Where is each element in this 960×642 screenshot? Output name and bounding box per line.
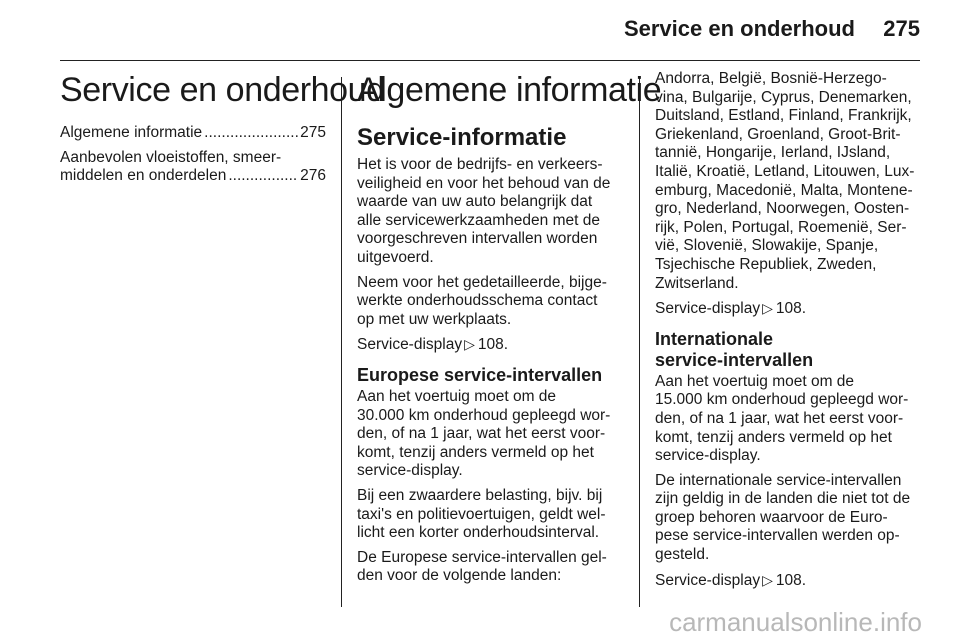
toc-leader-dots — [228, 167, 298, 186]
paragraph: Bij een zwaardere belasting, bijv. bij taxi's en politievoertuigen, geldt wel- licht een korter onderhoudsinterval. — [357, 486, 606, 542]
xref-page: 108. — [477, 336, 509, 354]
xref-label: Service-display — [655, 300, 761, 318]
section-title: Algemene informatie — [357, 71, 662, 109]
heading-line2: service-intervallen — [655, 349, 814, 370]
toc-entry-label-line1: Aanbevolen vloeistoffen, smeer- — [60, 148, 282, 166]
column-divider-1 — [341, 77, 342, 607]
xref-label: Service-display — [655, 571, 761, 589]
cross-reference[interactable] — [357, 335, 623, 355]
cross-reference[interactable] — [655, 299, 921, 319]
page-number: 275 — [883, 16, 920, 41]
header-rule — [60, 60, 920, 61]
toc-leader-dots — [204, 124, 298, 143]
country-list: Andorra, België, Bosnië-Herzego- vina, Bulgarije, Cyprus, Denemarken, Duitsland, Estland, Finland, Frankrijk, Griekenland, Groenland, Groot-Brit- tannië, Hongarije, Ierland, IJsland, Italië, Kroatië, Letland, Litouwen, Lux- emburg, Macedonië, Malta, Montene- gro, Nederland, Noorwegen, Oosten- rijk, Polen, Portugal, Roemenië, Ser- vië, Slovenië, Slowakije, Spanje, Tsjechische Republiek, Zweden, Zwitserland. — [655, 70, 915, 292]
heading-line1: Internationale — [655, 328, 774, 349]
subsection-title: Service-informatie — [357, 124, 567, 151]
paragraph: Aan het voertuig moet om de 30.000 km onderhoud gepleegd wor- den, of na 1 jaar, wat het eerst voor- komt, tenzij anders vermeld op het service-display. — [357, 387, 611, 480]
toc-entry-label-line2: middelen en onderdelen — [60, 167, 227, 185]
xref-label: Service-display — [357, 336, 463, 354]
paragraph: Aan het voertuig moet om de 15.000 km onderhoud gepleegd wor- den, of na 1 jaar, wat het eerst voor- komt, tenzij anders vermeld op het service-display. — [655, 372, 909, 465]
header-title: Service en onderhoud — [623, 16, 855, 41]
xref-page: 108. — [775, 300, 807, 318]
paragraph: De internationale service-intervallen zijn geldig in de landen die niet tot de groep behoren waarvoor de Euro- pese service-intervallen werden op- gesteld. — [655, 471, 911, 564]
content-column-3 — [655, 70, 921, 596]
chapter-title: Service en onderhoud — [60, 71, 385, 109]
paragraph: De Europese service-intervallen gel- den voor de volgende landen: — [357, 548, 607, 585]
toc-entry-label: Algemene informatie — [60, 124, 203, 141]
heading-europese-service-intervallen: Europese service-intervallen — [357, 364, 603, 385]
toc-entry-page: 276 — [300, 167, 326, 185]
content-column-2 — [357, 70, 662, 592]
cross-reference[interactable] — [655, 571, 921, 591]
toc-column — [60, 70, 385, 192]
paragraph: Neem voor het gedetailleerde, bijge- werkte onderhoudsschema contact op met uw werkplaats. — [357, 273, 607, 328]
arrow-right-icon: ▷ — [762, 300, 773, 317]
arrow-right-icon: ▷ — [464, 336, 475, 353]
toc-entry-aanbevolen-vloeistoffen[interactable] — [60, 149, 326, 186]
toc-entry-algemene-informatie[interactable] — [60, 124, 326, 143]
toc-entry-page: 275 — [300, 124, 326, 141]
column-divider-2 — [639, 77, 640, 607]
xref-page: 108. — [775, 571, 807, 589]
arrow-right-icon: ▷ — [762, 571, 773, 588]
paragraph: Het is voor de bedrijfs- en verkeers- veiligheid en voor het behoud van de waarde van uw auto belangrijk dat alle servicewerkzaamheden met de voorgeschreven intervallen worden uitgevoerd. — [357, 156, 611, 266]
watermark: carmanualsonline.info — [669, 607, 922, 637]
heading-internationale-service-intervallen — [655, 329, 921, 371]
